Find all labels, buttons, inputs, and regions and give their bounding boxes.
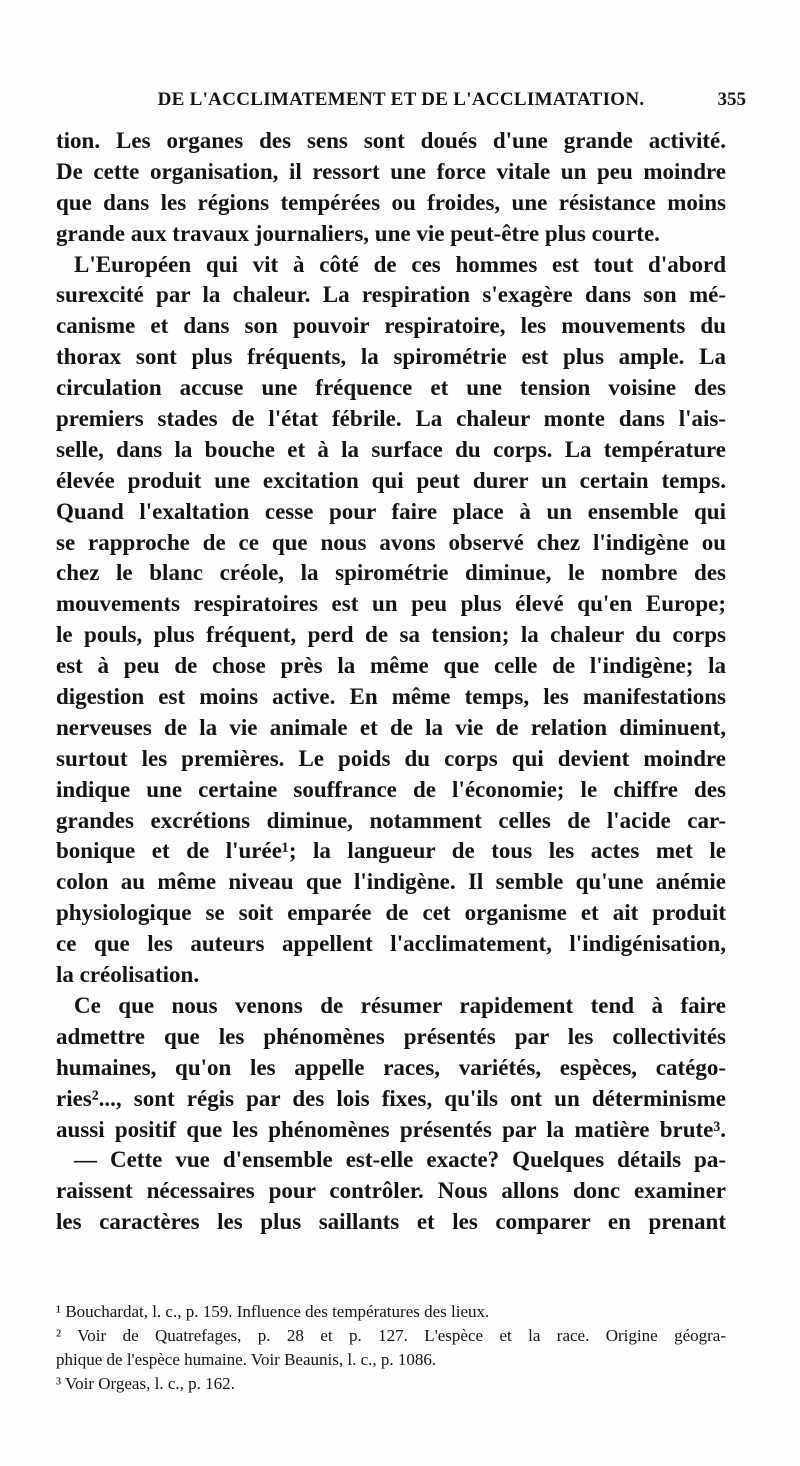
- text-line: élevée produit une excitation qui peut durer un certain temps.: [56, 467, 726, 493]
- text-line: L'Européen qui vit à côté de ces hommes est tout d'abord: [74, 251, 726, 277]
- text-line: surtout les premières. Le poids du corps qui devient moindre: [56, 745, 726, 771]
- text-line: ce que les auteurs appellent l'acclimatement, l'indigénisation,: [56, 931, 726, 957]
- text-line: ries²..., sont régis par des lois fixes, qu'ils ont un déterminisme: [56, 1085, 726, 1111]
- text-line: le pouls, plus fréquent, perd de sa tension; la chaleur du corps: [56, 622, 726, 648]
- text-line: Quand l'exaltation cesse pour faire place à un ensemble qui: [56, 498, 726, 524]
- text-line: selle, dans la bouche et à la surface du corps. La température: [56, 436, 726, 462]
- text-line: physiologique se soit emparée de cet organisme et ait produit: [56, 900, 726, 926]
- footnotes: [56, 1300, 726, 1396]
- text-line: la créolisation.: [56, 962, 200, 988]
- text-line: est à peu de chose près la même que celle de l'indigène; la: [56, 653, 726, 679]
- text-line: De cette organisation, il ressort une force vitale un peu moindre: [56, 158, 726, 184]
- text-line: grandes excrétions diminue, notamment celles de l'acide car-: [56, 807, 726, 833]
- text-line: admettre que les phénomènes présentés par les collectivités: [56, 1023, 726, 1049]
- footnote-3: ³ Voir Orgeas, l. c., p. 162.: [56, 1374, 235, 1393]
- text-line: bonique et de l'urée¹; la langueur de tous les actes met le: [56, 838, 726, 864]
- text-line: chez le blanc créole, la spirométrie diminue, le nombre des: [56, 560, 726, 586]
- text-line: les caractères les plus saillants et les comparer en prenant: [56, 1209, 726, 1235]
- text-line: grande aux travaux journaliers, une vie peut-être plus courte.: [56, 220, 660, 246]
- text-line: thorax sont plus fréquents, la spirométrie est plus ample. La: [56, 344, 726, 370]
- footnote-1: ¹ Bouchardat, l. c., p. 159. Influence des températures des lieux.: [56, 1302, 490, 1321]
- footnote-2: ² Voir de Quatrefages, p. 28 et p. 127. L'espèce et la race. Origine géogra-: [56, 1326, 726, 1345]
- text-line: surexcité par la chaleur. La respiration s'exagère dans son mé-: [56, 282, 726, 308]
- text-line: humaines, qu'on les appelle races, variétés, espèces, catégo-: [56, 1054, 726, 1080]
- running-title: DE L'ACCLIMATEMENT ET DE L'ACCLIMATATION.: [157, 89, 645, 110]
- text-line: se rapproche de ce que nous avons observé chez l'indigène ou: [56, 529, 726, 555]
- text-line: circulation accuse une fréquence et une tension voisine des: [56, 375, 726, 401]
- text-line: indique une certaine souffrance de l'économie; le chiffre des: [56, 776, 726, 802]
- text-line: aussi positif que les phénomènes présentés par la matière brute³.: [56, 1116, 726, 1142]
- text-line: — Cette vue d'ensemble est-elle exacte? Quelques détails pa-: [74, 1147, 726, 1173]
- footnote-2-continued: phique de l'espèce humaine. Voir Beaunis, l. c., p. 1086.: [56, 1350, 437, 1369]
- text-line: premiers stades de l'état fébrile. La chaleur monte dans l'ais-: [56, 406, 726, 432]
- text-line: mouvements respiratoires est un peu plus élevé qu'en Europe;: [56, 591, 726, 617]
- page-header: [56, 88, 746, 112]
- text-line: digestion est moins active. En même temps, les manifestations: [56, 684, 726, 710]
- page-number: 355: [717, 89, 746, 110]
- text-line: tion. Les organes des sens sont doués d'une grande activité.: [56, 128, 726, 153]
- text-line: nerveuses de la vie animale et de la vie de relation diminuent,: [56, 714, 726, 740]
- text-line: colon au même niveau que l'indigène. Il semble qu'une anémie: [56, 869, 726, 895]
- body-text: [56, 126, 726, 1238]
- text-line: que dans les régions tempérées ou froides, une résistance moins: [56, 189, 726, 215]
- text-line: Ce que nous venons de résumer rapidement tend à faire: [74, 992, 726, 1018]
- text-line: raissent nécessaires pour contrôler. Nous allons donc examiner: [56, 1178, 726, 1204]
- text-line: canisme et dans son pouvoir respiratoire, les mouvements du: [56, 313, 726, 339]
